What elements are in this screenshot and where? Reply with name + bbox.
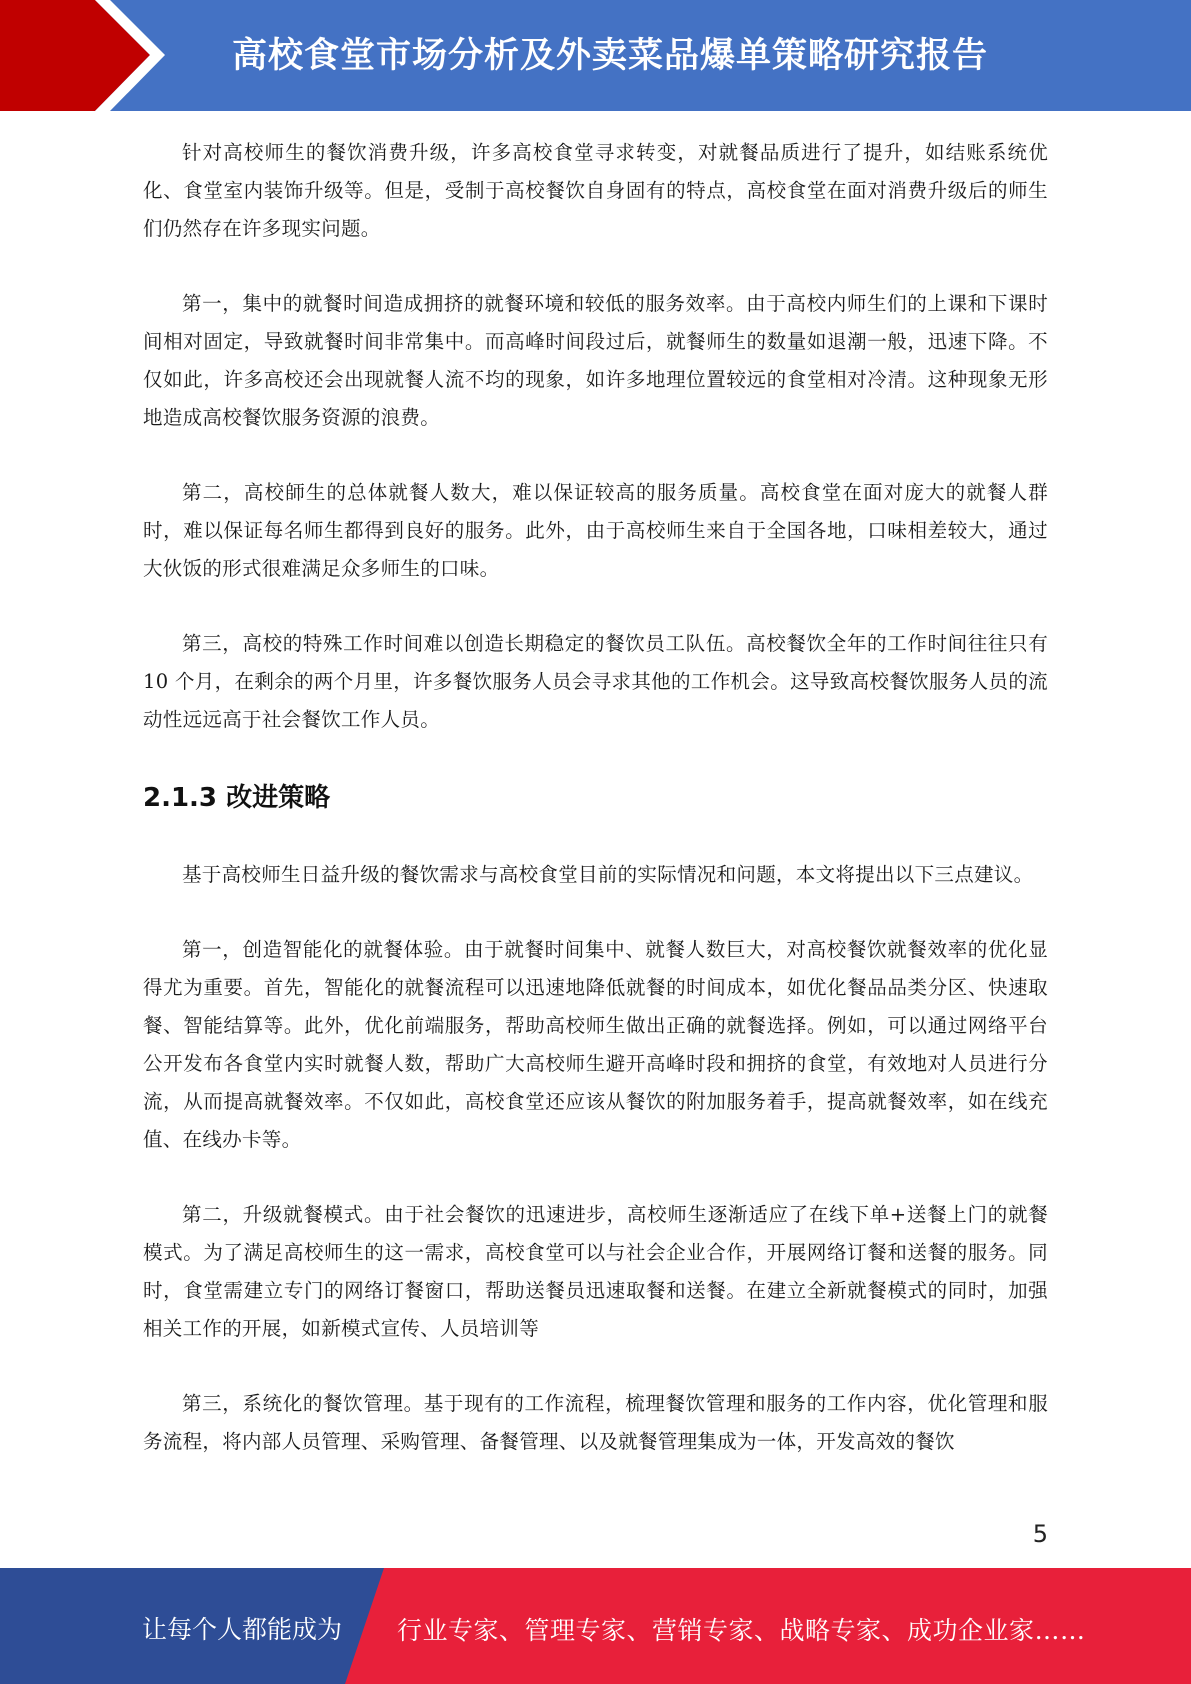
page-content	[143, 134, 1048, 1498]
paragraph: 针对高校师生的餐饮消费升级，许多高校食堂寻求转变，对就餐品质进行了提升，如结账系统优化、食堂室内装饰升级等。但是，受制于高校餐饮自身固有的特点，高校食堂在面对消费升级后的师生们仍然存在许多现实问题。	[143, 141, 1048, 240]
paragraph: 第一，创造智能化的就餐体验。由于就餐时间集中、就餐人数巨大，对高校餐饮就餐效率的优化显得尤为重要。首先，智能化的就餐流程可以迅速地降低就餐的时间成本，如优化餐品品类分区、快速取餐、智能结算等。此外，优化前端服务，帮助高校师生做出正确的就餐选择。例如，可以通过网络平台公开发布各食堂内实时就餐人数，帮助广大高校师生避开高峰时段和拥挤的食堂，有效地对人员进行分流，从而提高就餐效率。不仅如此，高校食堂还应该从餐饮的附加服务着手，提高就餐效率，如在线充值、在线办卡等。	[143, 938, 1048, 1151]
paragraph: 第二，升级就餐模式。由于社会餐饮的迅速进步，高校师生逐渐适应了在线下单+送餐上门的就餐模式。为了满足高校师生的这一需求，高校食堂可以与社会企业合作，开展网络订餐和送餐的服务。同时，食堂需建立专门的网络订餐窗口，帮助送餐员迅速取餐和送餐。在建立全新就餐模式的同时，加强相关工作的开展，如新模式宣传、人员培训等	[143, 1203, 1048, 1340]
footer-slogan-right: 行业专家、管理专家、营销专家、战略专家、成功企业家……	[397, 1616, 1086, 1645]
report-title: 高校食堂市场分析及外卖菜品爆单策略研究报告	[232, 36, 989, 76]
red-arrow-shape	[0, 0, 150, 111]
page-number: 5	[1032, 1520, 1048, 1548]
paragraph: 第一，集中的就餐时间造成拥挤的就餐环境和较低的服务效率。由于高校内师生们的上课和下课时间相对固定，导致就餐时间非常集中。而高峰时间段过后，就餐师生的数量如退潮一般，迅速下降。不仅如此，许多高校还会出现就餐人流不均的现象，如许多地理位置较远的食堂相对冷清。这种现象无形地造成高校餐饮服务资源的浪费。	[143, 292, 1048, 429]
header-banner	[0, 0, 1191, 111]
footer-slogan-left: 让每个人都能成为	[142, 1615, 343, 1644]
paragraph: 第三，高校的特殊工作时间难以创造长期稳定的餐饮员工队伍。高校餐饮全年的工作时间往往只有 10 个月，在剩余的两个月里，许多餐饮服务人员会寻求其他的工作机会。这导致高校餐饮服务人员的流动性远远高于社会餐饮工作人员。	[143, 632, 1048, 731]
paragraph: 第二，高校師生的总体就餐人数大，难以保证较高的服务质量。高校食堂在面对庞大的就餐人群时，难以保证每名师生都得到良好的服务。此外，由于高校师生来自于全国各地，口味相差较大，通过大伙饭的形式很难满足众多师生的口味。	[143, 481, 1048, 580]
paragraph: 第三，系统化的餐饮管理。基于现有的工作流程，梳理餐饮管理和服务的工作内容，优化管理和服务流程，将内部人员管理、采购管理、备餐管理、以及就餐管理集成为一体，开发高效的餐饮	[143, 1392, 1048, 1453]
section-heading: 2.1.3 改进策略	[143, 783, 331, 813]
paragraph: 基于高校师生日益升级的餐饮需求与高校食堂目前的实际情况和问题，本文将提出以下三点建议。	[182, 863, 1034, 886]
footer-banner	[0, 1568, 1191, 1684]
